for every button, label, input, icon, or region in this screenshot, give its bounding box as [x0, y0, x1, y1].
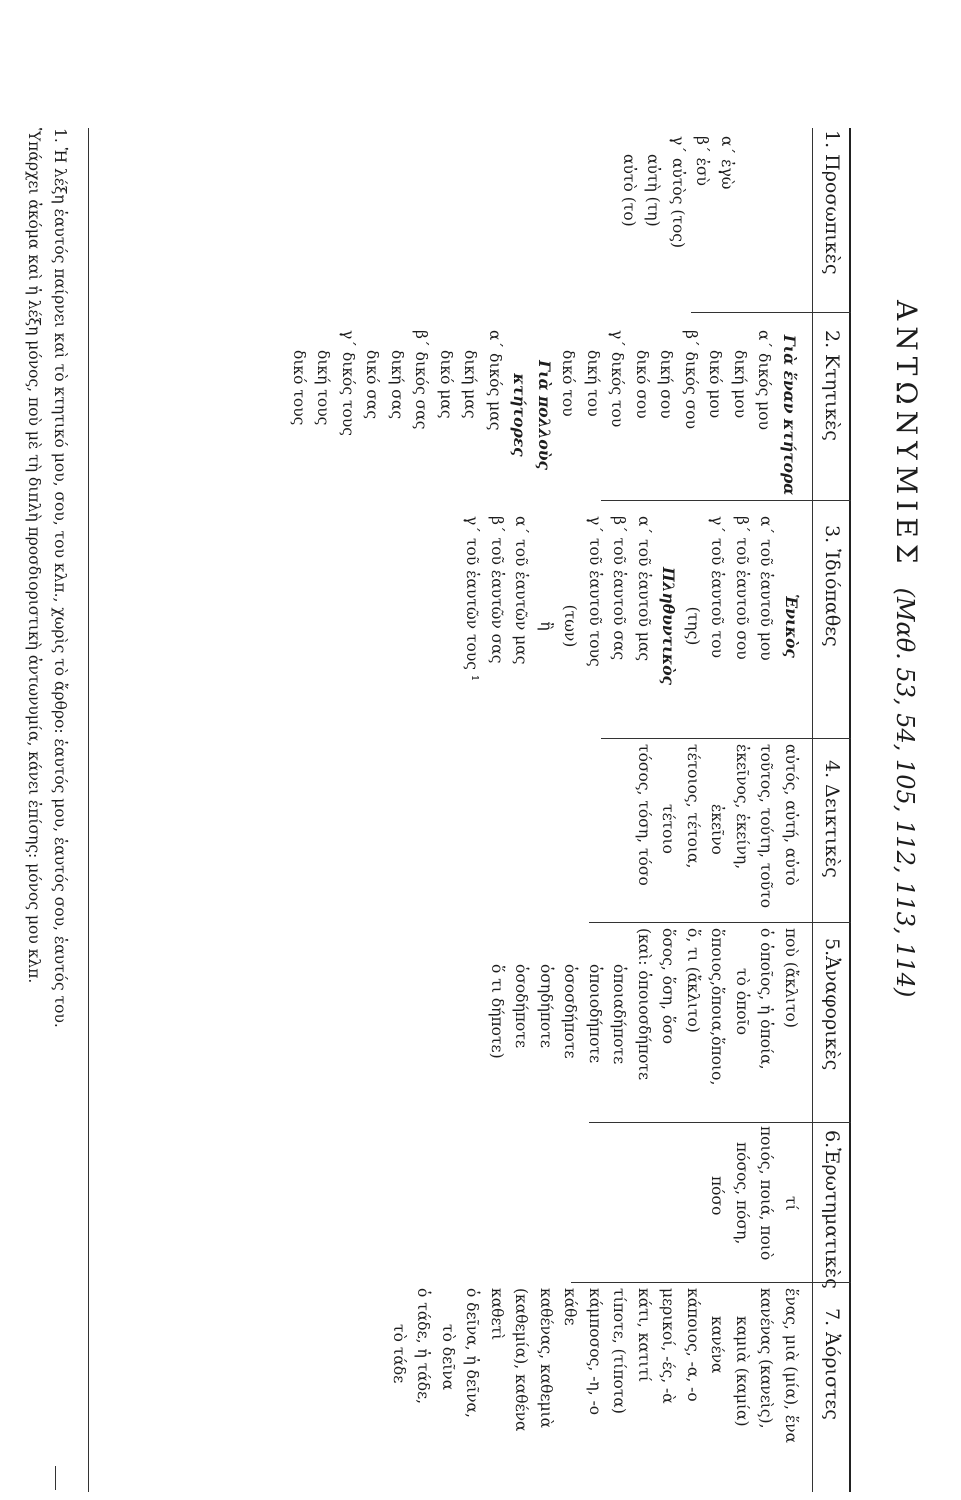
header-reflexive: 3. Ἰδιόπαθες [821, 525, 843, 647]
indefinite-item: κανένα [708, 1316, 727, 1374]
col-divider [571, 1282, 851, 1283]
possessive-item: γ΄ δικός τους [339, 330, 357, 436]
possessive-item: δικό μου [706, 350, 725, 419]
indefinite-item: ἕνας, μιὰ (μία), ἕνα [782, 1288, 800, 1444]
personal-third-f: αὐτὴ (τη) [644, 154, 663, 227]
relative-item: ὅποιος,ὅποια,ὅποιο, [708, 928, 727, 1086]
indefinite-item: κάποιος, -α, -ο [684, 1288, 702, 1402]
interrogative-item: τί [782, 1196, 800, 1211]
possessive-column [287, 330, 802, 500]
header-rule [812, 128, 813, 1492]
reflexive-item: β΄ τοῦ ἑαυτῶν σας [488, 516, 506, 664]
reflexive-item: γ΄ τοῦ ἑαυτοῦ τους [586, 516, 604, 667]
interrogative-item: πόσο [708, 1176, 727, 1216]
col-divider [601, 500, 851, 501]
indefinite-item: (καθεμία), καθένα [512, 1288, 531, 1432]
personal-second: β΄ ἐσὺ [693, 136, 712, 186]
relative-item: ὁσηδήποτε [537, 964, 555, 1048]
reflexive-item: β΄ τοῦ ἑαυτοῦ σου [733, 516, 751, 660]
possessive-item: δική σας [388, 350, 406, 420]
possessive-item: α΄ δικός μας [486, 330, 504, 431]
personal-column [617, 136, 740, 248]
relative-item: ὁποιαδήποτε [610, 964, 629, 1065]
title-text: ΑΝΤΩΝΥΜΙΕΣ [890, 300, 923, 570]
header-demonstrative: 4. Δεικτικὲς [821, 760, 843, 878]
possessive-item: δική μου [731, 350, 749, 419]
demonstrative-item: ἐκεῖνο [708, 804, 727, 855]
page-title [890, 300, 923, 997]
relative-item: ὅ, τι (ἄκλιτο) [684, 928, 702, 1033]
relative-item: ὅ τι δήποτε) [488, 964, 506, 1059]
possessive-plural-title: Γιὰ πολλοὺς κτήτορες [510, 360, 554, 470]
personal-first: α΄ ἐγὼ [718, 136, 736, 190]
reflexive-item: (των) [561, 604, 580, 648]
header-indefinite: 7. Ἀόριστες [821, 1308, 843, 1420]
demonstrative-item: τέτοιος, τέτοια, [684, 744, 702, 869]
indefinite-column [387, 1288, 804, 1443]
relative-item: ὁσοδήποτε [512, 964, 531, 1048]
possessive-item: δικό μας [437, 350, 455, 419]
header-possessive: 2. Κτητικὲς [821, 330, 843, 441]
demonstrative-item: αὐτός, αὐτή, αὐτὸ [782, 744, 800, 886]
reflexive-item: γ΄ τοῦ ἑαυτοῦ του [708, 516, 727, 658]
col-divider [601, 738, 851, 739]
col-divider [589, 922, 851, 923]
possessive-item: δικό του [559, 350, 578, 417]
reflexive-item: α΄ τοῦ ἑαυτῶν μας [512, 516, 531, 665]
indefinite-item: μερικοί, -ές, -ὰ [659, 1288, 678, 1404]
demonstrative-item: τέτοιο [659, 804, 678, 854]
indefinite-item: κάμποσος, -η, -ο [586, 1288, 604, 1416]
interrogative-column [705, 1126, 803, 1260]
possessive-item: α΄ δικός μου [755, 330, 774, 431]
possessive-item: δικό σου [633, 350, 651, 419]
demonstrative-item: τόσος, τόση, τόσο [635, 744, 653, 886]
relative-item: ὅσος, ὅση, ὅσο [659, 928, 678, 1045]
table-top-rule [849, 128, 851, 1492]
margin-mark [55, 1466, 56, 1490]
reflexive-plural-title: Πληθυντικὸς [659, 567, 679, 685]
indefinite-item: τὸ τάδε [390, 1324, 408, 1384]
possessive-item: δική τους [314, 350, 333, 426]
indefinite-item: ὁ τάδε, ἡ τάδε, [414, 1288, 433, 1405]
footnote-line: Ὑπάρχει ἀκόμα καὶ ἡ λέξη μόνος, ποὺ μὲ τὴ διπλὴ προσδιοριστικὴ ἀντωνυμία, κάνει ἐπίσης: μόνος μου κλπ. [25, 128, 43, 984]
personal-third-m: γ΄ αὐτὸς (τος) [669, 136, 687, 249]
demonstrative-column [632, 744, 804, 908]
interrogative-item: ποιός, ποιά, ποιὸ [757, 1126, 776, 1261]
indefinite-item: κάθε [561, 1288, 580, 1326]
relative-item: ὁποιοδήποτε [586, 964, 604, 1064]
indefinite-item: κανένας (κανεὶς), [757, 1288, 776, 1429]
possessive-item: δική του [584, 350, 602, 417]
reflexive-item: α΄ τοῦ ἑαυτοῦ μας [635, 516, 653, 662]
reflexive-item: β΄ τοῦ ἑαυτοῦ σας [610, 516, 629, 661]
possessive-single-title: Γιὰ ἕναν κτήτορα [780, 334, 799, 496]
col-divider [589, 1122, 851, 1123]
possessive-item: β΄ δικός σου [682, 330, 700, 430]
footnote-line: 1. Ἡ λέξη ἑαυτός παίρνει καὶ τὸ κτητικό μου, σου, του κλπ., χωρὶς τὸ ἄρθρο: ἑαυτός μου, ἑαυτός σου, ἑαυτός του. [51, 128, 69, 1028]
relative-column [485, 928, 804, 1085]
reflexive-item: (της) [684, 606, 702, 646]
footnote [21, 128, 73, 1458]
indefinite-item: τίποτε, (τίποτα) [610, 1288, 629, 1414]
indefinite-item: κάτι, κατιτί [635, 1288, 653, 1383]
indefinite-item: ὁ δεῖνα, ἡ δεῖνα, [463, 1288, 482, 1418]
indefinite-item: καθετὶ [488, 1288, 506, 1341]
demonstrative-item: τοῦτος, τούτη, τοῦτο [757, 744, 776, 909]
relative-item: (καὶ: ὁποιοσδήποτε [635, 928, 653, 1081]
possessive-item: δικό σας [363, 350, 382, 420]
reflexive-item: γ΄ τοῦ ἑαυτῶν τους ¹ [463, 516, 482, 682]
possessive-item: β΄ δικός σας [412, 330, 431, 430]
lesson-reference: (Μαθ. 53, 54, 105, 112, 113, 114) [891, 587, 919, 998]
possessive-item: δική μας [461, 350, 480, 419]
relative-item: τὸ ὁποῖο [733, 968, 751, 1036]
col-divider [691, 312, 851, 313]
indefinite-item: καθένας, καθεμιὰ [537, 1288, 555, 1429]
possessive-item: δικό τους [290, 350, 308, 426]
reflexive-item: α΄ τοῦ ἑαυτοῦ μου [757, 516, 776, 661]
possessive-item: γ΄ δικός του [608, 330, 627, 428]
indefinite-item: τὸ δεῖνα [439, 1324, 457, 1391]
reflexive-column [460, 516, 803, 736]
header-relative: 5.Ἀναφορικὲς [821, 938, 843, 1071]
possessive-item: δική σου [657, 350, 676, 419]
relative-item: ποὺ (ἄκλιτο) [782, 928, 800, 1028]
table-bottom-rule [88, 128, 89, 1492]
demonstrative-item: ἐκεῖνος, ἐκείνη, [733, 744, 751, 870]
interrogative-item: πόσος, πόση, [733, 1142, 751, 1245]
personal-third-n: αὐτὸ (το) [620, 154, 638, 227]
reflexive-item: ἢ [537, 621, 555, 631]
reflexive-singular-title: Ἑνικὸς [782, 594, 801, 658]
relative-item: ὁ ὁποῖος, ἡ ὁποία, [757, 928, 776, 1070]
header-personal: 1. Προσωπικὲς [821, 130, 843, 275]
relative-item: ὁσοσδήποτε [561, 964, 580, 1059]
header-interrogative: 6.Ἐρωτηματικὲς [821, 1130, 843, 1289]
indefinite-item: καμιὰ (καμία) [733, 1316, 751, 1427]
